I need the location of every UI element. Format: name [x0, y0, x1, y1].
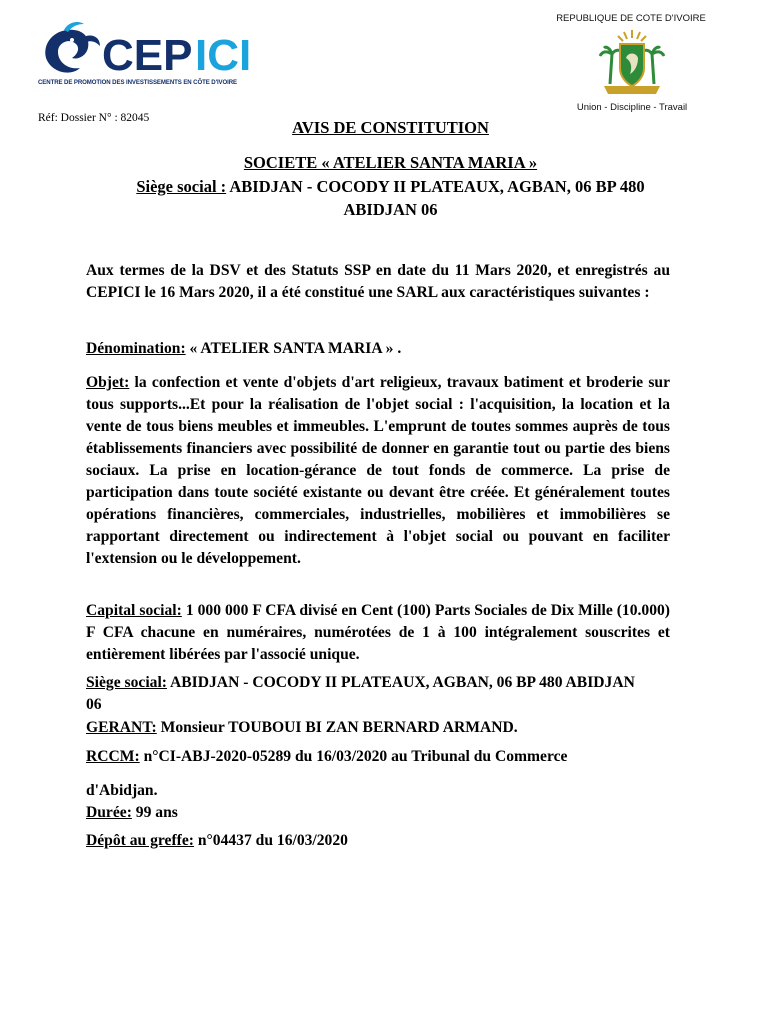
capital-paragraph: [86, 600, 670, 666]
depot-line: [86, 830, 670, 852]
duree-label: Durée:: [86, 804, 132, 821]
registered-office-label: Siège social :: [136, 177, 227, 196]
objet-value: la confection et vente d'objets d'art religieux, travaux batiment et broderie sur tous supports...Et pour la réalisation de l'objet social : l'acquisition, la location et la vente de tous biens meubles et immeubles. L'emprunt de toutes sommes auprès de tous établissements financiers avec possibilité de donner en garantie tout ou partie des biens sociaux. La prise en location-gérance de tout fonds de commerce. La prise de participation dans toute société existante ou devant être créée. Et généralement toutes opérations financières, commerciales, industrielles, mobilières et immobilières se rapportant directement ou indirectement à l'objet social ou pouvant en faciliter l'extension ou le développement.: [86, 374, 670, 567]
depot-value: n°04437 du 16/03/2020: [193, 832, 348, 849]
gerant-label: GERANT:: [86, 719, 157, 736]
registered-office-line: [0, 177, 781, 197]
rccm-line-2: d'Abidjan.: [86, 782, 158, 799]
denomination-value: « ATELIER SANTA MARIA » .: [185, 340, 402, 357]
logo-subtitle: CENTRE DE PROMOTION DES INVESTISSEMENTS EN CÔTE D'IVOIRE: [38, 79, 237, 86]
rccm-value: n°CI-ABJ-2020-05289 du 16/03/2020 au Tribunal du Commerce: [139, 748, 568, 765]
capital-label: Capital social:: [86, 602, 182, 619]
siege-value: ABIDJAN - COCODY II PLATEAUX, AGBAN, 06 BP 480 ABIDJAN 06: [86, 674, 635, 713]
page-title: AVIS DE CONSTITUTION: [292, 118, 489, 137]
registered-office-value: ABIDJAN - COCODY II PLATEAUX, AGBAN, 06 BP 480: [226, 177, 645, 196]
rccm-label: RCCM:: [86, 748, 140, 765]
company-title: [0, 153, 781, 173]
gerant-line: [86, 717, 670, 739]
coat-of-arms-icon: [596, 28, 668, 98]
siege-paragraph: [86, 672, 646, 716]
logo-text-ici: ICI: [195, 31, 252, 80]
registered-office-city: ABIDJAN 06: [343, 200, 438, 219]
gerant-value: Monsieur TOUBOUI BI ZAN BERNARD ARMAND.: [156, 719, 518, 736]
denomination-label: Dénomination:: [86, 340, 186, 357]
denomination-line: [86, 338, 670, 360]
capital-value: 1 000 000 F CFA divisé en Cent (100) Parts Sociales de Dix Mille (10.000) F CFA chacune en numéraires, numérotées de 1 à 100 intégralement souscrites et entièrement libérées par l'associé unique.: [86, 602, 670, 663]
duree-value: 99 ans: [131, 804, 178, 821]
company-name: SOCIETE « ATELIER SANTA MARIA »: [243, 153, 538, 172]
rccm-line: [86, 746, 670, 768]
duree-line: [86, 802, 670, 824]
elephant-logo-icon: [38, 18, 258, 80]
republic-heading: REPUBLIQUE DE COTE D'IVOIRE: [556, 13, 706, 24]
depot-label: Dépôt au greffe:: [86, 832, 194, 849]
intro-paragraph: Aux termes de la DSV et des Statuts SSP en date du 11 Mars 2020, et enregistrés au CEPICI le 16 Mars 2020, il a été constitué une SARL aux caractéristiques suivantes :: [86, 262, 670, 301]
logo-text-cep: CEP: [102, 31, 193, 80]
dossier-reference: Réf: Dossier N° : 82045: [38, 112, 150, 124]
objet-paragraph: [86, 372, 670, 570]
objet-label: Objet:: [86, 374, 130, 391]
siege-label: Siège social:: [86, 674, 167, 691]
republic-motto: Union - Discipline - Travail: [576, 102, 688, 113]
